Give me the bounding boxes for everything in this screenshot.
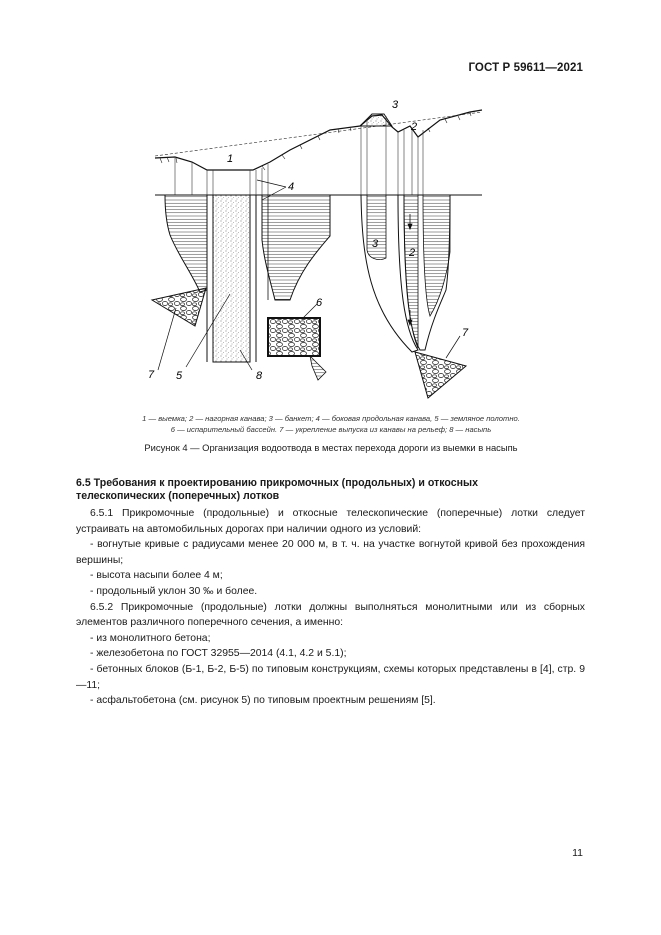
- design-grade-line: [155, 112, 482, 156]
- terrain-ticks: [160, 112, 471, 170]
- paragraph-6-5-2: 6.5.2 Прикромочные (продольные) лотки должны выполняться монолитными или из сборных элементов различного поперечного сечения, а именно:: [76, 601, 585, 629]
- roadbed-column: [213, 195, 250, 362]
- excavation-left: [165, 195, 207, 292]
- label-5: 5: [176, 370, 183, 382]
- label-2-plan: 2: [409, 247, 416, 259]
- outlet-reinforcement-left: [152, 288, 206, 326]
- label-1: 1: [227, 153, 234, 165]
- label-4: 4: [288, 181, 295, 193]
- legend-line-1: 1 — выемка; 2 — нагорная канава; 3 — банкет; 4 — боковая продольная канава, 5 — земляное полотно.: [142, 414, 520, 423]
- label-2-top: 2: [411, 121, 418, 133]
- list-item: - высота насыпи более 4 м;: [90, 570, 223, 582]
- terrain-profile: [155, 110, 482, 170]
- outlet-reinforcement-right: [415, 352, 466, 398]
- legend-line-2: 6 — испарительный бассейн. 7 — укрепление выпуска из канавы на рельеф; 8 — насыпь: [170, 425, 492, 434]
- banquette: [360, 114, 392, 126]
- figure-title: Рисунок 4 — Организация водоотвода в местах перехода дороги из выемки в насыпь: [144, 442, 518, 453]
- label-8: 8: [256, 370, 263, 382]
- label-6: 6: [316, 297, 323, 309]
- embankment-hatch-right: [423, 195, 450, 316]
- list-item: - железобетона по ГОСТ 32955—2014 (4.1, 4.2 и 5.1);: [90, 648, 347, 660]
- label-3-top: 3: [392, 99, 399, 111]
- section-heading: [76, 477, 576, 503]
- list-item: - вогнутые кривые с радиусами менее 20 000 м, в т. ч. на участке вогнутой кривой без прохождения вершины;: [76, 539, 585, 566]
- excavation-right: [262, 195, 330, 300]
- heading-line-2: телескопических (поперечных) лотков: [76, 490, 280, 502]
- list-item: - асфальтобетона (см. рисунок 5) по типовым проектным решениям [5].: [90, 695, 436, 707]
- paragraph-6-5-1: 6.5.1 Прикромочные (продольные) и откосные телескопические (поперечные) лотки следует устраивать на автомобильных дорогах при наличии одного из условий:: [76, 508, 585, 535]
- figure-legend: [76, 413, 586, 435]
- projection-lines: [175, 116, 423, 195]
- heading-line-1: 6.5 Требования к проектированию прикромочных (продольных) и откосных: [76, 477, 478, 489]
- drainage-figure: [0, 0, 661, 400]
- evaporation-basin: [268, 318, 320, 356]
- label-3-plan: 3: [372, 238, 379, 250]
- body-text: [76, 506, 585, 709]
- list-item: - бетонных блоков (Б-1, Б-2, Б-5) по типовым конструкциям, схемы которых представлены в [4], стр. 9—11;: [76, 663, 585, 691]
- list-item: - из монолитного бетона;: [90, 632, 211, 644]
- list-item: - продольный уклон 30 ‰ и более.: [90, 585, 258, 597]
- label-7-right: 7: [462, 327, 469, 339]
- label-7-left: 7: [148, 369, 155, 381]
- standard-number: ГОСТ Р 59611—2021: [468, 62, 583, 74]
- page-number: 11: [572, 847, 583, 859]
